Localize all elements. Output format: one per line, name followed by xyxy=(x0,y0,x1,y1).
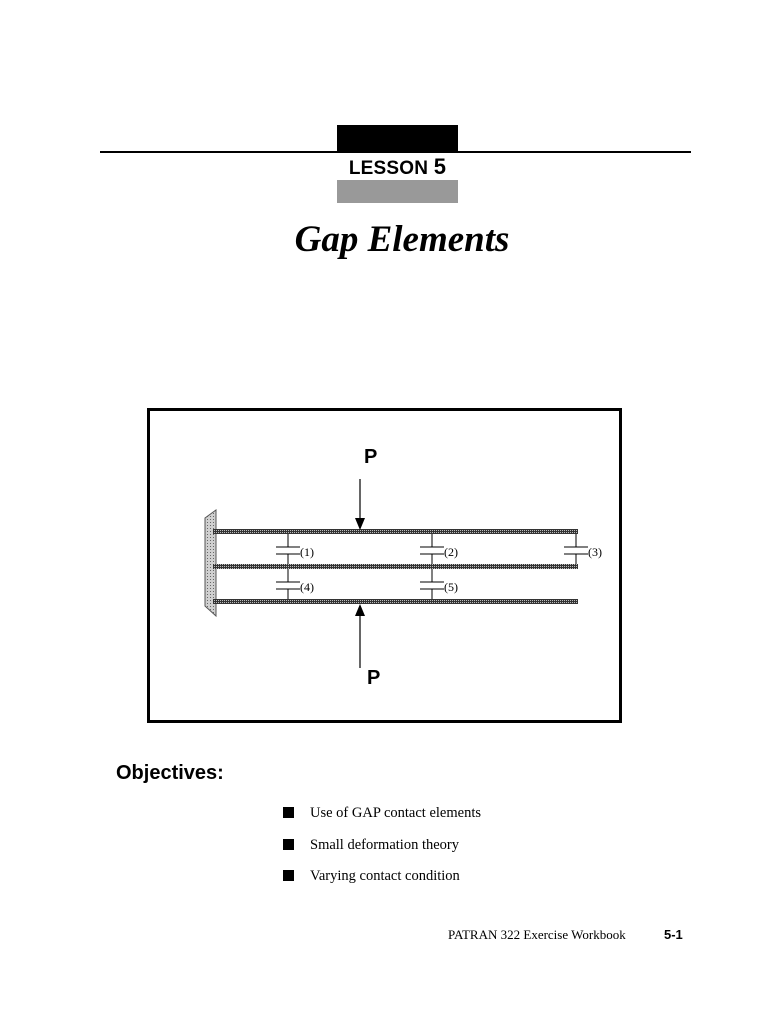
gap-element-4 xyxy=(276,569,300,599)
gap-elements-figure xyxy=(147,408,622,723)
square-bullet-icon xyxy=(283,839,294,850)
objective-text: Small deformation theory xyxy=(310,836,459,853)
objective-text: Use of GAP contact elements xyxy=(310,805,481,821)
objective-text: Varying contact condition xyxy=(310,868,460,884)
beam-bottom xyxy=(213,599,578,604)
gap-element-5 xyxy=(420,569,444,599)
load-label-bottom: P xyxy=(367,667,381,689)
square-bullet-icon xyxy=(283,807,294,818)
gap-label-4: (4) xyxy=(300,580,314,594)
footer-page-number: 5-1 xyxy=(664,927,683,942)
load-arrow-top xyxy=(355,479,365,530)
load-label-top: P xyxy=(364,446,378,468)
gap-label-2: (2) xyxy=(444,545,458,559)
list-item xyxy=(283,836,481,868)
objectives-heading: Objectives: xyxy=(116,762,224,784)
lesson-number: 5 xyxy=(433,154,447,179)
list-item xyxy=(283,804,481,836)
lesson-word: LESSON xyxy=(348,158,429,179)
list-item xyxy=(283,867,481,899)
square-bullet-icon xyxy=(283,870,294,881)
beam-top xyxy=(213,529,578,534)
gap-label-3: (3) xyxy=(588,545,602,559)
objectives-list xyxy=(283,804,481,899)
gap-element-1 xyxy=(276,534,300,564)
gap-label-1: (1) xyxy=(300,545,314,559)
beam-middle xyxy=(213,564,578,569)
gap-label-5: (5) xyxy=(444,580,458,594)
gap-element-3 xyxy=(564,534,588,564)
gap-element-2 xyxy=(420,534,444,564)
footer-workbook-title: PATRAN 322 Exercise Workbook xyxy=(448,927,626,942)
load-arrow-bottom xyxy=(355,604,365,668)
page-title: Gap Elements xyxy=(294,219,510,260)
